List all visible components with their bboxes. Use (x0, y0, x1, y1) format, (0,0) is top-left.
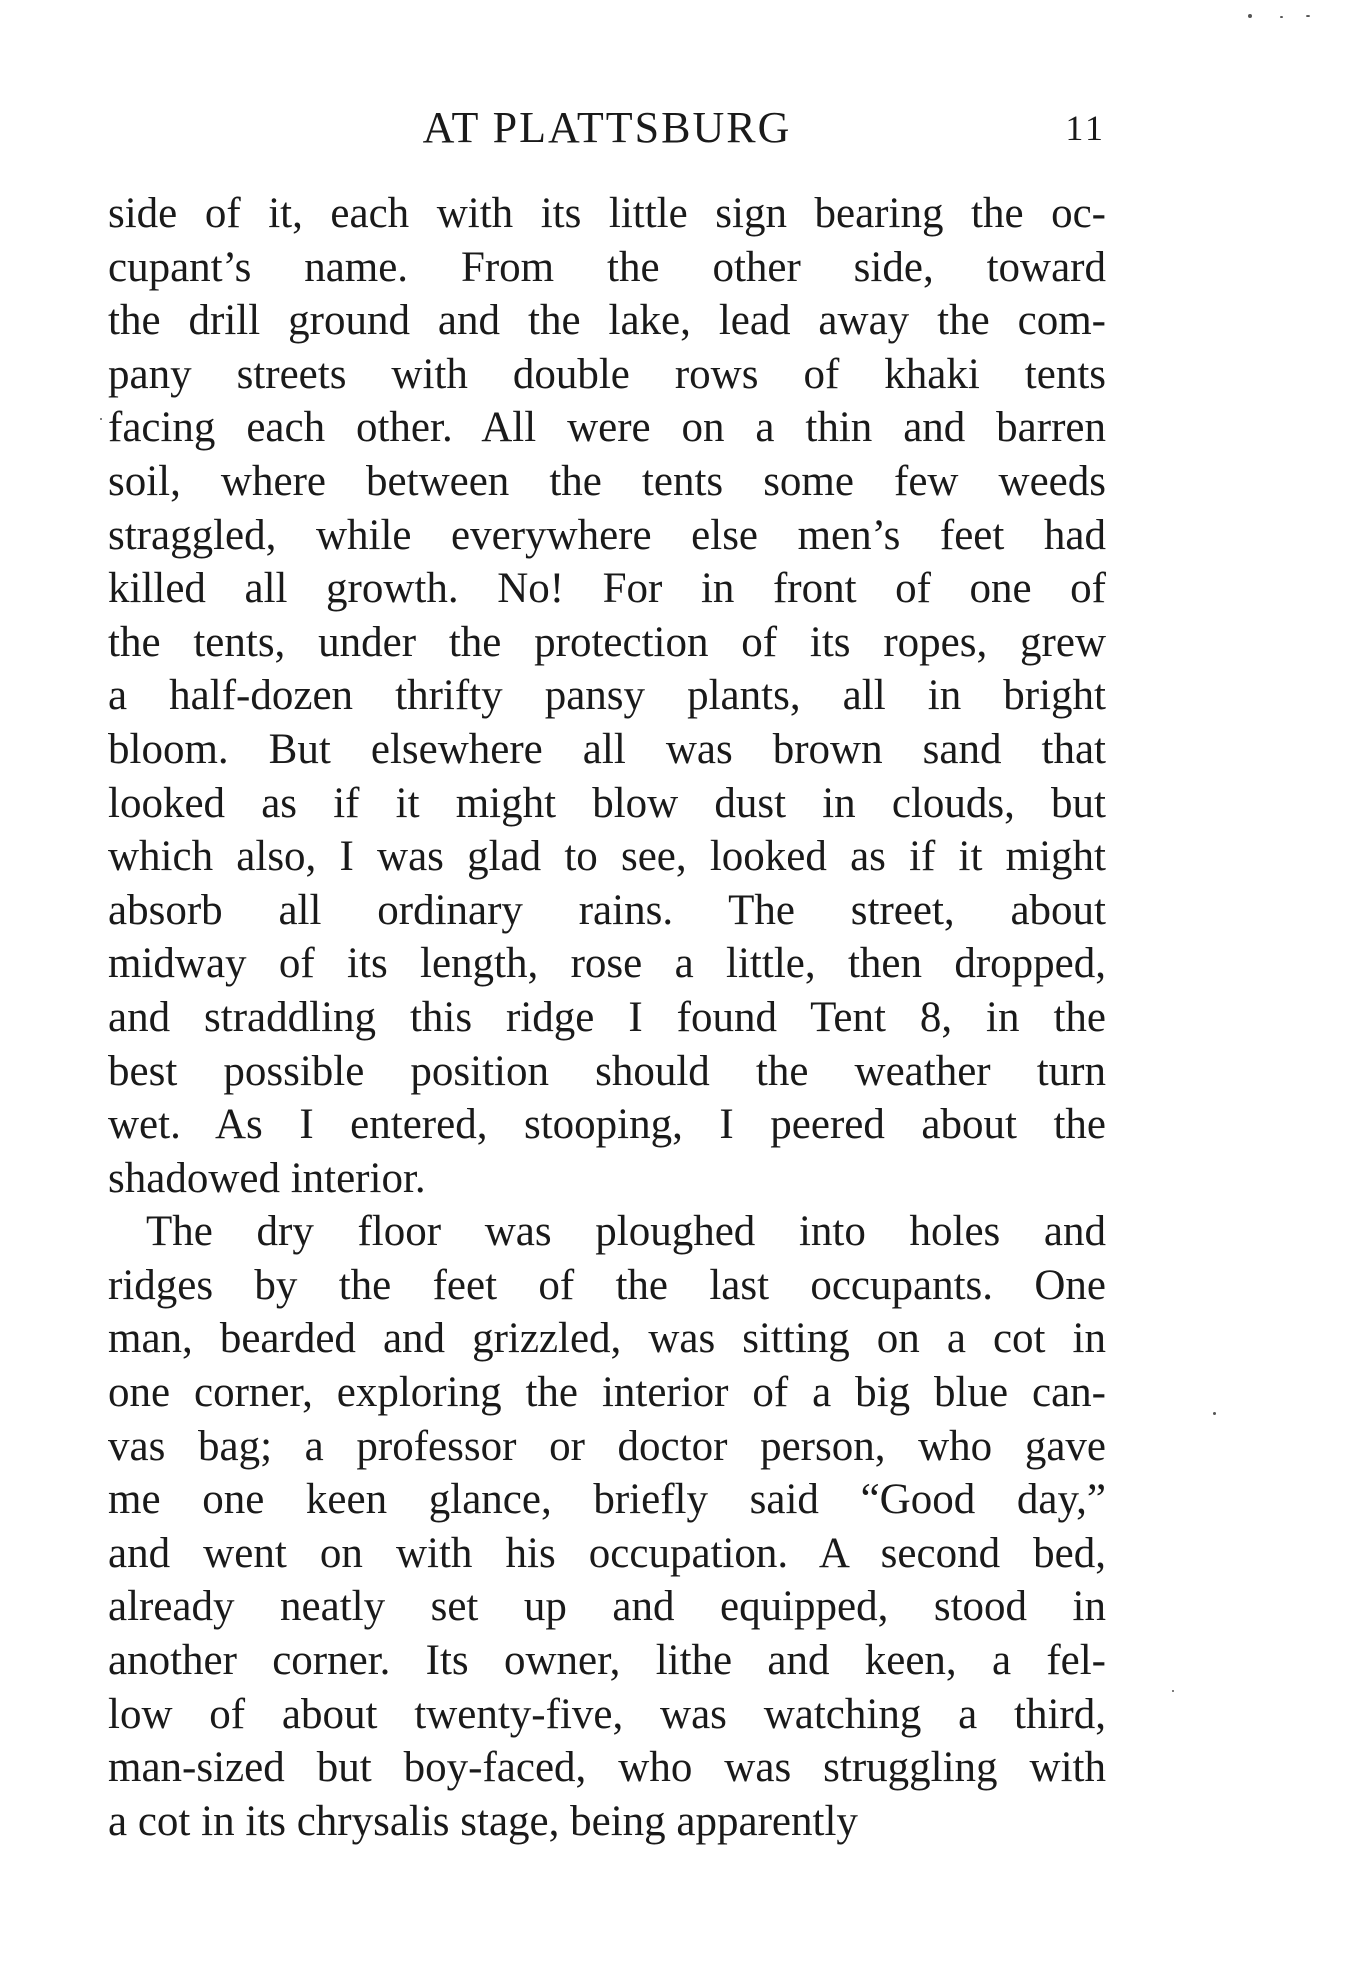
body-text (108, 187, 1106, 1848)
text-line: vas bag; a professor or doctor person, who gave (108, 1422, 1106, 1470)
text-line: wet. As I entered, stooping, I peered about the (108, 1101, 1106, 1149)
text-line: facing each other. All were on a thin and barren (108, 404, 1106, 452)
paragraph (108, 187, 1106, 1205)
text-line: absorb all ordinary rains. The street, about (108, 886, 1106, 934)
running-title: AT PLATTSBURG (422, 103, 792, 152)
text-line: side of it, each with its little sign bearing the oc- (108, 190, 1106, 237)
text-line: cupant’s name. From the other side, toward (108, 243, 1106, 291)
text-line: midway of its length, rose a little, then dropped, (108, 940, 1106, 988)
text-line: shadowed interior. (108, 1154, 426, 1202)
running-head (108, 98, 1106, 158)
text-line: already neatly set up and equipped, stood in (108, 1583, 1106, 1631)
text-line: looked as if it might blow dust in clouds, but (108, 779, 1106, 827)
text-line: which also, I was glad to see, looked as if it might (108, 833, 1106, 881)
text-line: bloom. But elsewhere all was brown sand that (108, 725, 1106, 773)
text-line: killed all growth. No! For in front of one of (108, 565, 1106, 613)
text-line: me one keen glance, briefly said “Good day,” (108, 1476, 1106, 1524)
text-line: a cot in its chrysalis stage, being apparently (108, 1797, 858, 1845)
text-line: and straddling this ridge I found Tent 8, in the (108, 993, 1106, 1041)
text-line: man-sized but boy-faced, who was struggling with (108, 1744, 1106, 1792)
text-line: low of about twenty-five, was watching a third, (108, 1690, 1106, 1738)
paragraph (108, 1205, 1106, 1848)
text-line: and went on with his occupation. A second bed, (108, 1529, 1106, 1577)
text-line: another corner. Its owner, lithe and keen, a fel- (108, 1637, 1106, 1685)
text-line: a half-dozen thrifty pansy plants, all in bright (108, 672, 1106, 720)
page-number: 11 (1065, 108, 1106, 148)
text-line: best possible position should the weather turn (108, 1047, 1106, 1095)
text-line: the tents, under the protection of its ropes, grew (108, 618, 1106, 666)
text-line: The dry floor was ploughed into holes and (146, 1208, 1106, 1256)
text-line: soil, where between the tents some few weeds (108, 457, 1106, 505)
text-line: pany streets with double rows of khaki tents (108, 350, 1106, 398)
text-line: the drill ground and the lake, lead away the com- (108, 297, 1106, 345)
text-line: man, bearded and grizzled, was sitting on a cot in (108, 1315, 1106, 1363)
text-line: straggled, while everywhere else men’s feet had (108, 511, 1106, 559)
text-line: one corner, exploring the interior of a big blue can- (108, 1369, 1106, 1417)
text-line: ridges by the feet of the last occupants. One (108, 1261, 1106, 1309)
